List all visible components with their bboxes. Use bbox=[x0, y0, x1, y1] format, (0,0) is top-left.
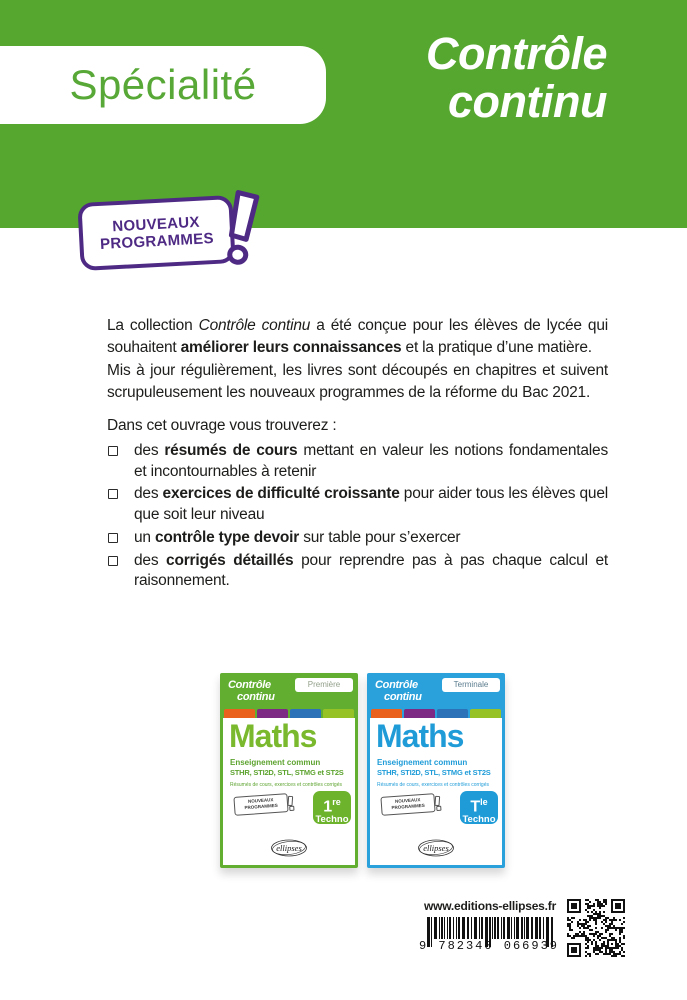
subject-strip-orange bbox=[371, 709, 402, 718]
intro-line: Mis à jour régulièrement, les livres sont découpés en chapitres et suivent bbox=[107, 361, 608, 379]
mini-badge-line2: PROGRAMMES bbox=[391, 802, 425, 811]
cover-title: Maths bbox=[376, 718, 464, 754]
grade-track: Techno bbox=[315, 814, 349, 826]
list-item bbox=[108, 528, 608, 549]
cover-brand-line1: Contrôle bbox=[375, 679, 418, 691]
cover-subtitle: Enseignement commun bbox=[230, 758, 321, 767]
grade-main bbox=[313, 791, 351, 815]
intro-line: scrupuleusement les nouveaux programmes de la réforme du Bac 2021. bbox=[107, 383, 591, 401]
intro-line bbox=[107, 315, 608, 337]
item-bold: corrigés détaillés bbox=[166, 551, 294, 569]
book-cover-premiere bbox=[220, 673, 358, 868]
item-text: pour aider tous les élèves quel que soit leur niveau bbox=[134, 485, 608, 524]
mini-new-programs-badge bbox=[380, 793, 435, 816]
cover-brand-line2: continu bbox=[384, 691, 422, 703]
book-cover-terminale bbox=[367, 673, 505, 868]
new-programs-badge bbox=[77, 195, 235, 271]
list-heading: Dans cet ouvrage vous trouverez : bbox=[107, 417, 337, 434]
mini-badge-line1: NOUVEAUX bbox=[247, 797, 274, 804]
item-text: des bbox=[134, 551, 167, 569]
grade-track: Techno bbox=[462, 814, 496, 826]
exclamation-icon bbox=[215, 184, 268, 274]
mini-badge-line1: NOUVEAUX bbox=[394, 797, 421, 804]
item-text: un bbox=[134, 528, 155, 546]
publisher-name: ellipses bbox=[276, 843, 302, 853]
subject-strips bbox=[223, 709, 355, 718]
grade-main bbox=[460, 791, 498, 815]
grade-badge bbox=[313, 791, 351, 824]
bullet-list bbox=[108, 441, 608, 594]
subject-strip-orange bbox=[224, 709, 255, 718]
mini-exclamation-icon bbox=[434, 796, 440, 806]
list-item bbox=[108, 484, 608, 525]
mini-badge-line2: PROGRAMMES bbox=[244, 802, 278, 811]
cover-brand-line1: Contrôle bbox=[228, 679, 271, 691]
cover-subtitle: STHR, STI2D, STL, STMG et ST2S bbox=[230, 768, 344, 777]
grade-badge bbox=[460, 791, 498, 824]
level-tab: Terminale bbox=[442, 678, 500, 692]
item-bold: contrôle type devoir bbox=[154, 528, 300, 546]
grade-number: 1 bbox=[323, 798, 333, 816]
bullet-square-icon bbox=[108, 489, 118, 499]
mini-exclamation-dot-icon bbox=[436, 806, 441, 811]
list-item-text bbox=[134, 528, 608, 549]
badge-line1: NOUVEAUX bbox=[111, 213, 201, 236]
bullet-square-icon bbox=[108, 533, 118, 543]
cover-subtitle: STHR, STI2D, STL, STMG et ST2S bbox=[377, 768, 491, 777]
cover-header bbox=[370, 676, 502, 709]
badge-line2: PROGRAMMES bbox=[99, 230, 215, 253]
brand-line1: Contrôle bbox=[426, 28, 607, 79]
cover-subtitle: Enseignement commun bbox=[377, 758, 468, 767]
subject-strip-lime bbox=[470, 709, 501, 718]
grade-number: T bbox=[470, 798, 481, 816]
intro-text: et la pratique d’une matière. bbox=[401, 339, 592, 357]
list-item-text bbox=[134, 484, 608, 525]
publisher-name: ellipses bbox=[423, 843, 449, 853]
intro-paragraph bbox=[107, 315, 608, 404]
cover-brand-line2: continu bbox=[237, 691, 275, 703]
bullet-square-icon bbox=[108, 556, 118, 566]
item-text: sur table pour s’exercer bbox=[299, 528, 461, 546]
cover-title: Maths bbox=[229, 718, 317, 754]
barcode-digits bbox=[419, 939, 559, 953]
brand-logo bbox=[426, 30, 607, 126]
barcode-right-group: 066939 bbox=[503, 939, 559, 953]
barcode-prefix: 9 bbox=[419, 939, 429, 953]
item-bold: résumés de cours bbox=[164, 442, 298, 459]
subject-strip-blue bbox=[437, 709, 468, 718]
qr-code bbox=[567, 899, 625, 957]
header-band bbox=[0, 0, 687, 228]
series-name-italic: Contrôle continu bbox=[198, 317, 311, 334]
intro-text: La collection bbox=[107, 317, 199, 334]
mini-exclamation-dot-icon bbox=[289, 806, 294, 811]
cover-tagline: Résumés de cours, exercices et contrôles corrigés bbox=[377, 782, 489, 788]
website-url: www.editions-ellipses.fr bbox=[423, 899, 557, 913]
cover-tagline: Résumés de cours, exercices et contrôles corrigés bbox=[230, 782, 342, 788]
item-bold: exercices de difficulté croissante bbox=[162, 485, 400, 503]
mini-exclamation-icon bbox=[287, 796, 293, 806]
item-text: des bbox=[134, 442, 165, 459]
cover-header bbox=[223, 676, 355, 709]
bullet-square-icon bbox=[108, 446, 118, 456]
cover-brand-logo bbox=[375, 679, 422, 703]
speciality-pill bbox=[0, 46, 326, 124]
item-text: mettant en valeur les notions fondamentales et incontournables à retenir bbox=[134, 442, 608, 480]
subject-strip-purple bbox=[404, 709, 435, 718]
cover-brand-logo bbox=[228, 679, 275, 703]
subject-strip-blue bbox=[290, 709, 321, 718]
publisher-logo bbox=[417, 838, 455, 858]
intro-bold: améliorer leurs connaissances bbox=[180, 339, 402, 357]
publisher-logo bbox=[270, 838, 308, 858]
mini-new-programs-badge bbox=[233, 793, 288, 816]
intro-text: souhaitent bbox=[107, 339, 181, 357]
list-item bbox=[108, 441, 608, 482]
brand-line2: continu bbox=[448, 76, 607, 127]
subject-strips bbox=[370, 709, 502, 718]
item-text: des bbox=[134, 485, 163, 503]
subject-strip-purple bbox=[257, 709, 288, 718]
level-tab: Première bbox=[295, 678, 353, 692]
item-text: pour reprendre pas à pas chaque calcul et raisonnement. bbox=[134, 551, 608, 590]
speciality-label: Spécialité bbox=[69, 61, 257, 108]
list-item bbox=[108, 551, 608, 592]
intro-line bbox=[107, 337, 608, 359]
list-item-text bbox=[134, 551, 608, 592]
grade-suffix: le bbox=[480, 797, 488, 807]
intro-text: a été conçue pour les élèves de lycée qui bbox=[310, 317, 608, 334]
list-item-text bbox=[134, 441, 608, 482]
subject-strip-lime bbox=[323, 709, 354, 718]
barcode-left-group: 782340 bbox=[438, 939, 494, 953]
grade-suffix: re bbox=[332, 797, 341, 807]
